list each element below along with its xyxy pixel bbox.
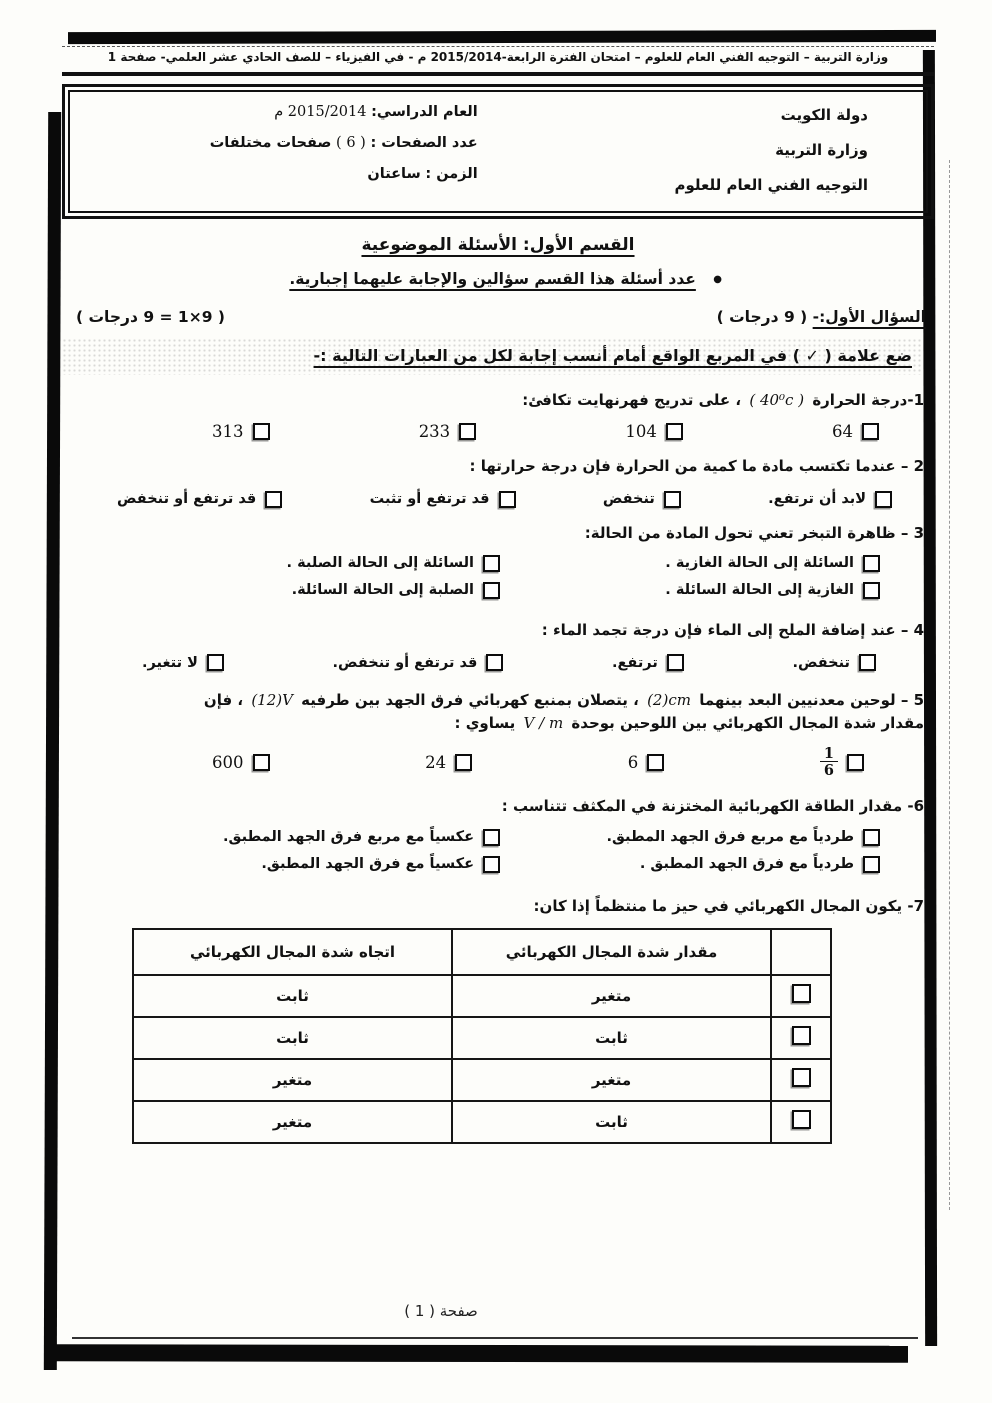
answer-checkbox[interactable] bbox=[863, 582, 880, 599]
option-104: 104 bbox=[625, 422, 683, 441]
table-header-row bbox=[133, 929, 831, 975]
answer-checkbox[interactable] bbox=[483, 856, 500, 873]
question-6-text: 6- مقدار الطاقة الكهربائية المختزنة في المكثف تتناسب : bbox=[501, 797, 924, 816]
answer-checkbox[interactable] bbox=[207, 654, 224, 671]
section-note: ● عدد أسئلة هذا القسم سؤالين والإجابة عليهما إجبارية. bbox=[62, 270, 934, 288]
answer-checkbox[interactable] bbox=[792, 1068, 811, 1087]
answer-checkbox[interactable] bbox=[862, 423, 879, 440]
answer-checkbox[interactable] bbox=[499, 491, 516, 508]
table-row bbox=[133, 1101, 831, 1143]
page-count-label: عدد الصفحات : bbox=[370, 135, 478, 151]
exam-info-box bbox=[62, 84, 934, 219]
answer-checkbox[interactable] bbox=[483, 829, 500, 846]
scan-border-left bbox=[44, 112, 61, 1370]
magnitude-cell: متغير bbox=[452, 975, 771, 1017]
question-7-table bbox=[132, 928, 832, 1144]
question-6-options-row-1 bbox=[62, 829, 934, 846]
answer-checkbox[interactable] bbox=[863, 829, 880, 846]
distance-math: (2)cm bbox=[647, 691, 691, 709]
direction-cell: متغير bbox=[133, 1059, 452, 1101]
answer-checkbox[interactable] bbox=[667, 654, 684, 671]
exam-meta-block bbox=[70, 92, 492, 211]
question-1-options bbox=[62, 420, 934, 441]
running-header: وزارة التربية – التوجيه الفني العام للعلوم – امتحان الفترة الرابعة-2015/2014 م - في الفيزياء – للصف الحادي عشر العلمي- صفحة 1 bbox=[62, 46, 934, 76]
option: السائلة إلى الحالة الغازية . bbox=[500, 555, 880, 572]
magnitude-cell: ثابت bbox=[452, 1101, 771, 1143]
question-3-options-row-2 bbox=[62, 582, 934, 599]
option: ترتفع. bbox=[612, 654, 684, 671]
option: الصلبة إلى الحالة السائلة. bbox=[292, 582, 500, 599]
question-2-text: 2 – عندما تكتسب مادة ما كمية من الحرارة فإن درجة حرارتها : bbox=[469, 457, 924, 476]
scan-rule-bottom bbox=[72, 1337, 918, 1339]
directorate-name: التوجيه الفني العام للعلوم bbox=[674, 176, 868, 194]
answer-checkbox[interactable] bbox=[792, 1110, 811, 1129]
answer-checkbox[interactable] bbox=[875, 491, 892, 508]
option: طردياً مع مربع فرق الجهد المطبق. bbox=[500, 829, 880, 846]
question-2-options bbox=[62, 487, 934, 508]
answer-checkbox[interactable] bbox=[483, 582, 500, 599]
option-313: 313 bbox=[212, 422, 270, 441]
option-64: 64 bbox=[832, 422, 879, 441]
column-header-direction: اتجاه شدة المجال الكهربائي bbox=[133, 929, 452, 975]
answer-checkbox[interactable] bbox=[792, 984, 811, 1003]
checkbox-column-header bbox=[771, 929, 831, 975]
school-year-line bbox=[70, 104, 478, 120]
answer-checkbox[interactable] bbox=[647, 754, 664, 771]
option: قد ترتفع أو تنخفض. bbox=[333, 654, 504, 671]
direction-cell: ثابت bbox=[133, 1017, 452, 1059]
option: طردياً مع فرق الجهد المطبق . bbox=[500, 856, 880, 873]
question-4-text: 4 – عند إضافة الملح إلى الماء فإن درجة تجمد الماء : bbox=[541, 620, 924, 639]
question-7-text: 7- يكون المجال الكهربائي في حيز ما منتظماً إذا كان: bbox=[533, 896, 924, 915]
answer-checkbox[interactable] bbox=[253, 754, 270, 771]
magnitude-cell: متغير bbox=[452, 1059, 771, 1101]
answer-checkbox[interactable] bbox=[483, 555, 500, 572]
duration-value: ساعتان bbox=[367, 166, 421, 182]
answer-checkbox[interactable] bbox=[863, 856, 880, 873]
question-1-text: 1-درجة الحرارة ( 40⁰c ) ، على تدريج فهرنهايت تكافئ: bbox=[522, 391, 924, 409]
first-question-header bbox=[62, 308, 934, 326]
page-footer: صفحة ( 1 ) bbox=[404, 1302, 478, 1320]
answer-checkbox[interactable] bbox=[863, 555, 880, 572]
first-question-title: السؤال الأول:- ( 9 درجات ) bbox=[716, 308, 926, 326]
option: تنخفض. bbox=[792, 654, 876, 671]
option: قد ترتفع أو تنخفض bbox=[117, 491, 282, 508]
scan-border-top bbox=[68, 30, 936, 44]
option: قد ترتفع أو تثبت bbox=[370, 491, 516, 508]
page-count-line bbox=[70, 135, 478, 151]
direction-cell: ثابت bbox=[133, 975, 452, 1017]
option-233: 233 bbox=[419, 422, 477, 441]
instruction-line: ضع علامة ( ✓ ) في المربع الواقع أمام أنسب إجابة لكل من العبارات التالية :- bbox=[62, 338, 934, 375]
answer-checkbox[interactable] bbox=[265, 491, 282, 508]
question-5-text: 5 – لوحين معدنيين البعد بينهما (2)cm ، يتصلان بمنبع كهربائي فرق الجهد بين طرفيه (12)V ، فإن مقدار شدة المجال الكهربائي بين اللوحين بوحدة V / m يساوي : bbox=[203, 691, 924, 733]
unit-math: V / m bbox=[523, 714, 564, 733]
answer-checkbox[interactable] bbox=[459, 423, 476, 440]
answer-checkbox[interactable] bbox=[666, 423, 683, 440]
page-count-note: صفحات مختلفات bbox=[209, 135, 332, 151]
section-title: القسم الأول: الأسئلة الموضوعية bbox=[361, 235, 635, 255]
country-name: دولة الكويت bbox=[780, 106, 868, 124]
duration-line bbox=[70, 166, 478, 182]
duration-label: الزمن : bbox=[425, 166, 478, 182]
first-question-points: ( 9 درجات ) bbox=[716, 308, 808, 326]
direction-cell: متغير bbox=[133, 1101, 452, 1143]
option: تنخفض bbox=[603, 491, 681, 508]
option: عكسياً مع فرق الجهد المطبق. bbox=[261, 856, 500, 873]
magnitude-cell: ثابت bbox=[452, 1017, 771, 1059]
question-4-options bbox=[62, 650, 934, 671]
answer-checkbox[interactable] bbox=[253, 423, 270, 440]
table-row bbox=[133, 1017, 831, 1059]
option-6: 6 bbox=[628, 753, 665, 772]
answer-checkbox[interactable] bbox=[859, 654, 876, 671]
first-question-marks: ( 9×1 = 9 درجات ) bbox=[76, 308, 225, 326]
answer-checkbox[interactable] bbox=[792, 1026, 811, 1045]
option-600: 600 bbox=[212, 753, 270, 772]
answer-checkbox[interactable] bbox=[664, 491, 681, 508]
option: الغازية إلى الحالة السائلة . bbox=[500, 582, 880, 599]
table-row bbox=[133, 1059, 831, 1101]
page-count-value: ( 6 ) bbox=[336, 135, 366, 151]
option: لا تتغير. bbox=[142, 654, 224, 671]
question-3-text: 3 – ظاهرة التبخر تعني تحول المادة من الحالة: bbox=[584, 523, 924, 542]
scan-border-bottom bbox=[55, 1344, 908, 1362]
table-row bbox=[133, 975, 831, 1017]
answer-checkbox[interactable] bbox=[486, 654, 503, 671]
answer-checkbox[interactable] bbox=[455, 754, 472, 771]
option-one-sixth bbox=[820, 746, 864, 780]
authority-block bbox=[492, 92, 926, 211]
option: السائلة إلى الحالة الصلبة . bbox=[287, 555, 500, 572]
fraction-one-sixth: $\frac{1}{6}$ bbox=[820, 746, 838, 780]
option: عكسياً مع مربع فرق الجهد المطبق. bbox=[223, 829, 500, 846]
ministry-name: وزارة التربية bbox=[775, 141, 868, 159]
scan-artifact-line bbox=[949, 160, 950, 1210]
exam-document bbox=[62, 46, 934, 1144]
option: لابد أن ترتفع. bbox=[768, 491, 892, 508]
question-3-options-row-1 bbox=[62, 555, 934, 572]
answer-checkbox[interactable] bbox=[847, 754, 864, 771]
exam-info-inner bbox=[68, 90, 928, 213]
column-header-magnitude: مقدار شدة المجال الكهربائي bbox=[452, 929, 771, 975]
temperature-math: ( 40⁰c ) bbox=[749, 391, 805, 409]
school-year-value: 2015/2014 م bbox=[274, 104, 367, 120]
question-6-options-row-2 bbox=[62, 856, 934, 873]
option-24: 24 bbox=[425, 753, 472, 772]
voltage-math: (12)V bbox=[251, 691, 293, 709]
school-year-label: العام الدراسي: bbox=[371, 104, 478, 120]
question-5-options bbox=[62, 744, 934, 780]
